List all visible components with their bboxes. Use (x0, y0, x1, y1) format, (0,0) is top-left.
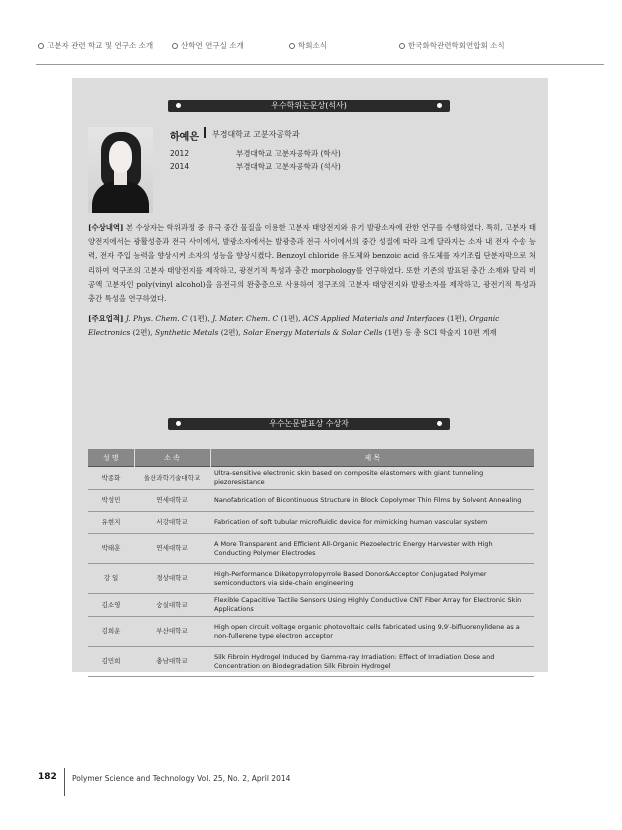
cell-title: Fabrication of soft tubular microfluidic device for mimicking human vascular system (210, 512, 534, 534)
header-title: 제 목 (210, 449, 534, 467)
cell-affiliation: 울산과학기술대학교 (134, 467, 210, 490)
journal-name: Synthetic Metals (154, 328, 219, 338)
cell-name: 유현지 (88, 512, 134, 534)
education-row (170, 161, 341, 172)
winner-affiliation: 부경대학교 고분자공학과 (212, 130, 300, 139)
education-year: 2012 (170, 149, 190, 158)
bullet-icon (38, 43, 44, 49)
nav-item-news[interactable] (289, 40, 327, 51)
cell-name: 김희운 (88, 617, 134, 647)
bullet-icon (399, 43, 405, 49)
section-title: 우수논문발표상 수상자 (269, 419, 349, 428)
header-name: 성 명 (88, 449, 134, 467)
journal-name: Solar Energy Materials & Solar Cells (243, 328, 383, 338)
winner-photo (88, 127, 153, 213)
journal-footer: Polymer Science and Technology Vol. 25, No. 2, April 2014 (72, 774, 291, 783)
table-row (88, 490, 534, 512)
cell-affiliation: 충남대학교 (134, 647, 210, 677)
cell-title: High-Performance Diketopyrrolopyrrole Based Donor&Acceptor Conjugated Polymer semiconductors via side-chain engineering (210, 564, 534, 594)
table-row (88, 564, 534, 594)
nav-label: 학회소식 (298, 41, 327, 50)
table-row (88, 512, 534, 534)
page-number: 182 (38, 772, 57, 782)
cell-name: 김소영 (88, 594, 134, 617)
description-text: 본 수상자는 학위과정 중 유극 중간 물질을 이용한 고분자 태양전지와 유기 발광소자에 관한 연구를 수행하였다. 특히, 고분자 태양전지에서는 광활성층과 전극 사이에서, 발광소자에서는 발광층과 전극 사이에서의 중간 성질에 따라 크게 달라지는 소자 내 전자 수송 능력, 전자 주입 능력을 향상시켜 소자의 성능을 향상시켰다. Benzoyl chloride 유도체와 benzoic acid 유도체를 자기조립 단분자막으로 처리하여 역구조의 고분자 태양전지를 제작하고, 광전기적 특성과 충간 morphology를 연구하였다. 또한 기존의 발표된 충간 소재와 달리 비 공액 고분자인 poly(vinyl alcohol)을 음전극의 완충층으로 사용하여 정구조의 고분자 태양전지와 발광소자를 제작하고, 광전기적 특성과 충간 특성을 연구하였다. (88, 223, 537, 304)
cell-name: 박태훈 (88, 534, 134, 564)
cell-name: 강 일 (88, 564, 134, 594)
winner-name: 하예은 (170, 132, 199, 143)
bullet-icon (437, 421, 442, 426)
cell-title: A More Transparent and Efficient All-Organic Piezoelectric Energy Harvester with High Conducting Polymer Electrodes (210, 534, 534, 564)
journal-count: (2편), (130, 328, 155, 338)
award-description (88, 221, 536, 306)
cell-title: High open circuit voltage organic photovoltaic cells fabricated using 9,9′-bifluorenylidene as a non-fullerene type electron acceptor (210, 617, 534, 647)
cell-affiliation: 부산대학교 (134, 617, 210, 647)
journal-count: (1편) (382, 328, 403, 338)
table-header-row (88, 449, 534, 467)
cell-affiliation: 경상대학교 (134, 564, 210, 594)
cell-name: 김민희 (88, 647, 134, 677)
cell-affiliation: 숭실대학교 (134, 594, 210, 617)
cell-title: Nanofabrication of Bicontinuous Structure in Block Copolymer Thin Films by Solvent Annealing (210, 490, 534, 512)
journal-name: Organic Electronics (88, 314, 500, 338)
achievements-label: [주요업적] (88, 314, 124, 323)
journal-count: (2편), (218, 328, 243, 338)
bullet-icon (176, 103, 181, 108)
nav-label: 한국화학관련학회연합회 소식 (408, 41, 505, 50)
education-text: 부경대학교 고분자공학과 (석사) (236, 162, 341, 171)
bullet-icon (172, 43, 178, 49)
header-affiliation: 소 속 (134, 449, 210, 467)
cell-affiliation: 연세대학교 (134, 534, 210, 564)
presentation-award-header (168, 418, 450, 430)
cell-title: Silk Fibroin Hydrogel Induced by Gamma-ray Irradiation: Effect of Irradiation Dose and Concentration on Biodegradation Silk Fibroin Hydrogel (210, 647, 534, 677)
section-title: 우수학위논문상(석사) (271, 101, 347, 110)
achievements-tail: 등 총 SCI 학술지 10편 게재 (402, 328, 497, 338)
bullet-icon (437, 103, 442, 108)
nav-label: 고분자 관련 학교 및 연구소 소개 (47, 41, 154, 50)
cell-title: Flexible Capacitive Tactile Sensors Using Highly Conductive CNT Fiber Array for Electronic Skin Applications (210, 594, 534, 617)
table-row (88, 534, 534, 564)
bullet-icon (289, 43, 295, 49)
table-row (88, 647, 534, 677)
cell-affiliation: 연세대학교 (134, 490, 210, 512)
education-row (170, 148, 341, 159)
journal-name: J. Mater. Chem. C (212, 314, 279, 323)
education-text: 부경대학교 고분자공학과 (학사) (236, 149, 341, 158)
cell-affiliation: 서강대학교 (134, 512, 210, 534)
nav-divider (36, 64, 604, 65)
table-row (88, 467, 534, 490)
presentation-awards-table (88, 449, 534, 677)
journal-count: (1편), (187, 314, 213, 323)
bullet-icon (176, 421, 181, 426)
major-achievements (88, 312, 536, 340)
name-separator (204, 127, 206, 138)
table-row (88, 594, 534, 617)
journal-name: J. Phys. Chem. C (125, 314, 188, 323)
journal-count: (1편), (444, 314, 470, 323)
nav-item-labs[interactable] (172, 40, 244, 51)
journal-name: ACS Applied Materials and Interfaces (302, 314, 445, 323)
thesis-award-header (168, 100, 450, 112)
education-year: 2014 (170, 162, 190, 171)
top-navigation (0, 40, 622, 60)
cell-name: 박종화 (88, 467, 134, 490)
cell-title: Ultra-sensitive electronic skin based on composite elastomers with giant tunneling piezoresistance (210, 467, 534, 490)
nav-item-federation[interactable] (399, 40, 505, 51)
table-row (88, 617, 534, 647)
description-label: [수상내역] (88, 223, 124, 232)
journal-count: (1편), (278, 314, 303, 323)
footer-divider (64, 768, 65, 796)
nav-item-schools[interactable] (38, 40, 153, 51)
nav-label: 산학연 연구실 소개 (181, 41, 244, 50)
cell-name: 박성민 (88, 490, 134, 512)
